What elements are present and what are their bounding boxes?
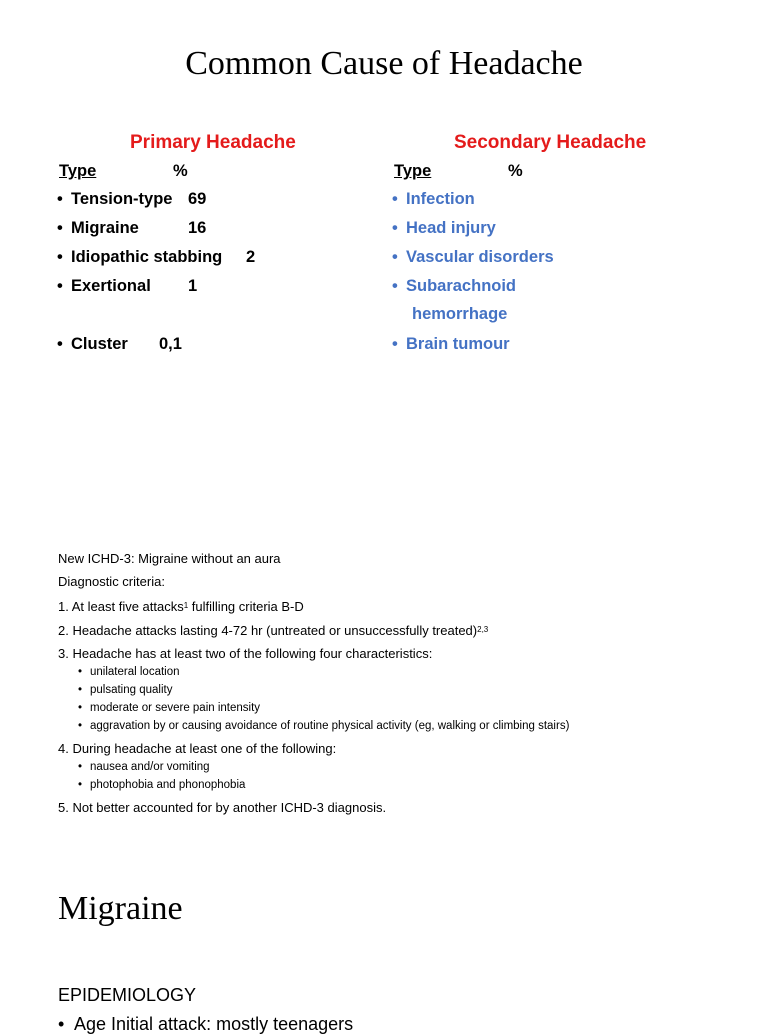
bullet-icon: • [392, 190, 398, 208]
bullet-icon: • [57, 219, 63, 237]
secondary-item: • Vascular disorders [392, 248, 554, 266]
primary-item: • Exertional 1 [57, 277, 198, 295]
secondary-type-label: Type [394, 162, 432, 180]
bullet-icon: • [58, 1014, 65, 1034]
bullet-icon: • [392, 248, 398, 266]
secondary-item: • Subarachnoid [392, 277, 517, 295]
criteria-subitem: • nausea and/or vomiting [78, 761, 210, 773]
criteria-title: New ICHD-3: Migraine without an aura [58, 551, 281, 566]
secondary-item: • Infection [392, 190, 475, 208]
bullet-icon: • [78, 666, 83, 678]
secondary-item-continuation: hemorrhage [412, 305, 508, 323]
primary-item: • Migraine 16 [57, 219, 207, 237]
cutoff-item: • Age Initial attack: mostly teenagers [58, 1014, 354, 1034]
criteria-subitem: • aggravation by or causing avoidance of routine physical activity (eg, walking or climbing stairs) [78, 720, 570, 732]
bullet-icon: • [78, 761, 83, 773]
bullet-icon: • [78, 720, 83, 732]
bullet-icon: • [57, 190, 63, 208]
criteria-item-3: 3. Headache has at least two of the following four characteristics: [58, 646, 433, 661]
criteria-subtitle: Diagnostic criteria: [58, 574, 165, 589]
criteria-item-4: 4. During headache at least one of the following: [58, 741, 337, 756]
secondary-percent-label: % [508, 162, 523, 180]
criteria-subitem: • moderate or severe pain intensity [78, 702, 261, 714]
bullet-icon: • [78, 779, 83, 791]
bullet-icon: • [78, 702, 83, 714]
bullet-icon: • [392, 335, 398, 353]
criteria-subitem: • unilateral location [78, 666, 180, 678]
bullet-icon: • [78, 684, 83, 696]
bullet-icon: • [392, 277, 398, 295]
section-title: Migraine [58, 890, 183, 927]
bullet-icon: • [57, 335, 63, 353]
secondary-item: • Brain tumour [392, 335, 510, 353]
secondary-item: • Head injury [392, 219, 496, 237]
criteria-subitem: • pulsating quality [78, 684, 173, 696]
bullet-icon: • [57, 248, 63, 266]
criteria-item-2: 2. Headache attacks lasting 4-72 hr (untreated or unsuccessfully treated)$^{2,3}$ [58, 623, 489, 638]
primary-item: • Cluster 0,1 [57, 335, 182, 353]
bullet-icon: • [392, 219, 398, 237]
bullet-icon: • [57, 277, 63, 295]
page-title: Common Cause of Headache [185, 45, 583, 82]
primary-item: • Idiopathic stabbing 2 [57, 248, 256, 266]
criteria-subitem: • photophobia and phonophobia [78, 779, 246, 791]
section-subtitle: EPIDEMIOLOGY [58, 985, 197, 1005]
primary-header-row [59, 160, 188, 182]
primary-item: • Tension-type 69 [57, 190, 207, 208]
primary-type-label: Type [59, 162, 97, 180]
primary-heading: Primary Headache [130, 132, 296, 153]
secondary-header-row [394, 160, 523, 182]
primary-percent-label: % [173, 162, 188, 180]
criteria-item-5: 5. Not better accounted for by another ICHD-3 diagnosis. [58, 800, 387, 815]
secondary-heading: Secondary Headache [454, 132, 647, 153]
criteria-item-1: 1. At least five attacks$^1$ fulfilling criteria B-D [58, 599, 304, 614]
